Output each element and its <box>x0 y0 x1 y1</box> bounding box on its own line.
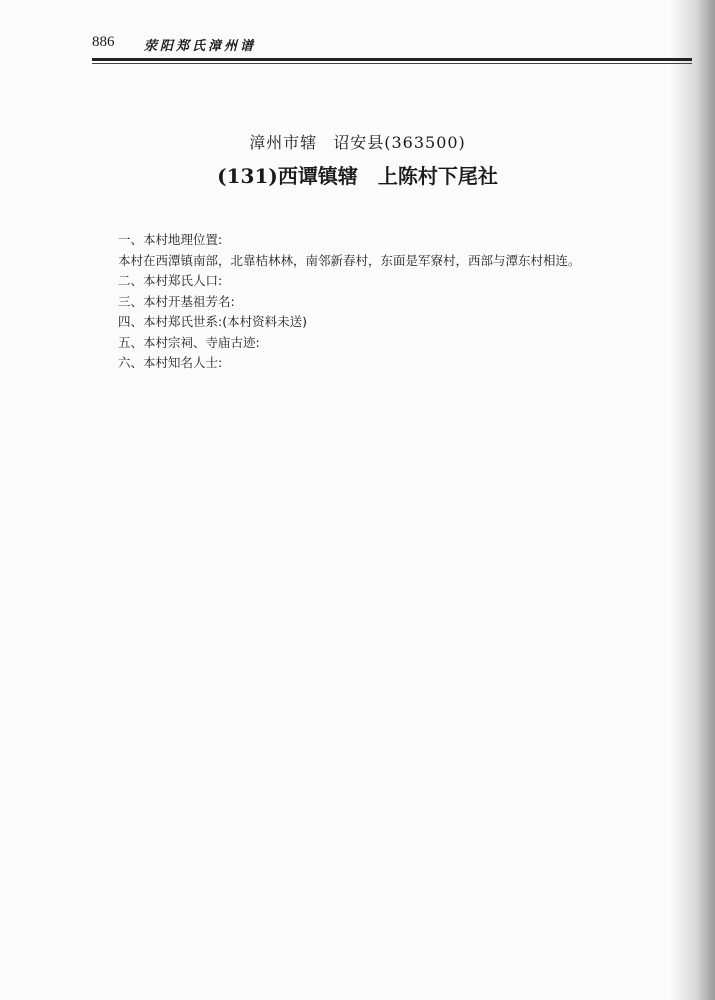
section-temples-heading: 五、本村宗祠、寺庙古迹: <box>118 334 260 350</box>
village-record-body <box>118 230 678 374</box>
section-population-heading: 二、本村郑氏人口: <box>118 273 223 288</box>
section-notables-heading: 六、本村知名人士: <box>118 355 223 370</box>
village-title <box>0 160 715 189</box>
header-rule-thick <box>92 58 692 61</box>
city-label: 漳州市辖 <box>249 133 318 152</box>
town-title: (131)西谭镇辖 <box>217 164 358 188</box>
village-name: 上陈村下尾社 <box>377 164 498 188</box>
jurisdiction-subtitle <box>0 130 715 153</box>
book-title: 荥阳郑氏漳州谱 <box>144 39 257 54</box>
postcode-label: (363500) <box>384 133 466 152</box>
section-geography-heading: 一、本村地理位置: <box>118 232 223 247</box>
section-geography-text: 本村在西潭镇南部，北靠桔林林，南邻新春村，东面是军寮村，西部与潭东村相连。 <box>118 252 581 268</box>
running-header <box>92 34 682 58</box>
section-lineage-heading: 四、本村郑氏世系:(本村资料未送) <box>118 314 307 329</box>
county-label: 诏安县 <box>333 133 385 152</box>
header-rule-thin <box>92 63 692 64</box>
page-number: 886 <box>92 34 115 50</box>
section-founder-heading: 三、本村开基祖芳名: <box>118 293 235 309</box>
